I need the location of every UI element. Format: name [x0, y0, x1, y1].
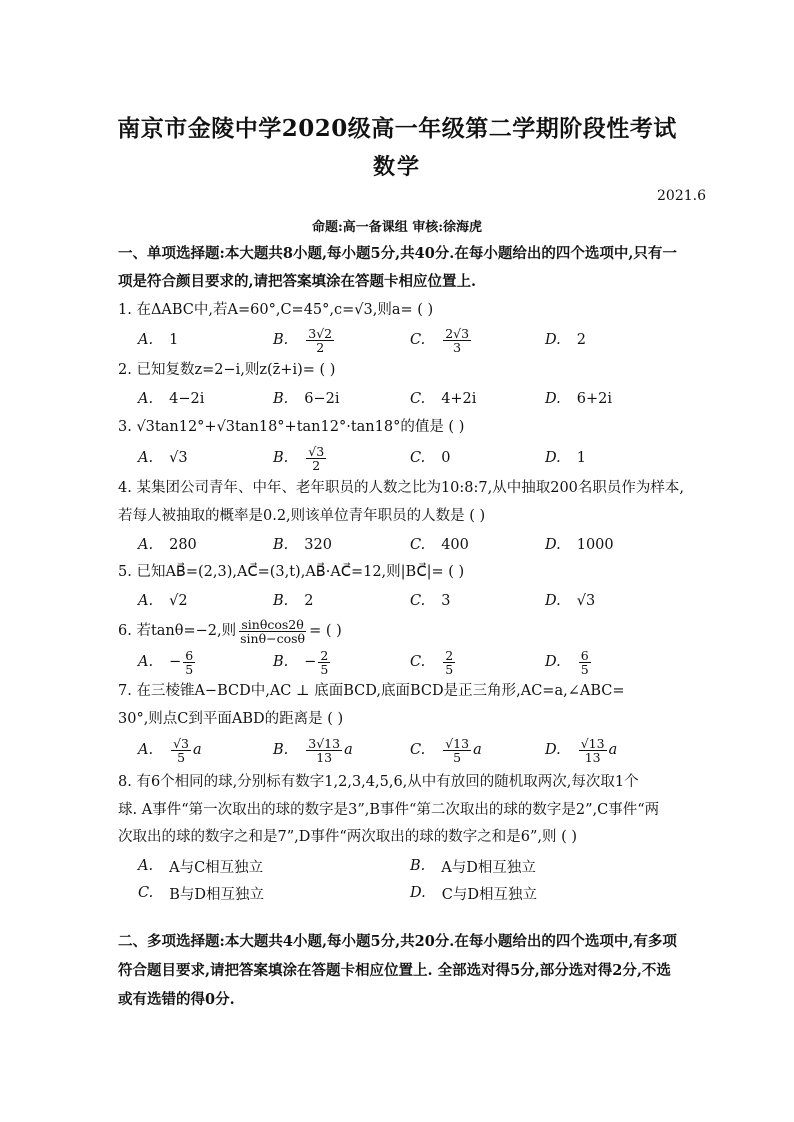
option-value: 2: [576, 332, 586, 348]
section2-heading-line1: 二、多项选择题:本大题共4小题,每小题5分,共20分.在每小题给出的四个选项中,有多项: [118, 933, 677, 950]
option-letter: D.: [410, 885, 426, 901]
q2-option-c: [410, 387, 476, 411]
fraction-numerator: √13: [580, 735, 605, 751]
variable-a: a: [344, 742, 353, 758]
q1-option-b: [273, 325, 336, 355]
q6-option-d: [545, 647, 593, 677]
q6-stem: [118, 618, 718, 644]
q3-option-d: [545, 446, 586, 470]
fraction-numerator: 2√3: [445, 325, 470, 341]
option-letter: D.: [545, 593, 561, 609]
fraction-denominator: 13: [584, 749, 601, 765]
option-value: √2: [169, 593, 188, 609]
q7-option-c: [410, 735, 482, 765]
fraction-denominator: 13: [316, 749, 333, 765]
q7-option-d: [545, 735, 618, 765]
option-letter: D.: [545, 537, 561, 553]
q8-option-b: [410, 854, 536, 878]
fraction-denominator: 5: [453, 749, 462, 765]
q8-stem-line3: 次取出的球的数字之和是7”,D事件“两次取出的球的数字之和是6”,则 ( ): [118, 829, 578, 845]
option-letter: C.: [138, 885, 154, 901]
q8-option-a: [138, 854, 263, 878]
fraction-denominator: 5: [445, 661, 454, 677]
variable-a: a: [608, 742, 618, 758]
fraction-numerator: 6: [185, 647, 194, 663]
q1-option-c: [410, 325, 473, 355]
q6-option-a: [138, 647, 197, 677]
q4-options: [138, 533, 718, 557]
fraction: [306, 327, 334, 354]
q1-options: [138, 325, 718, 355]
option-letter: C.: [410, 332, 426, 348]
fraction-denominator: 2: [316, 339, 325, 355]
fraction: [318, 649, 330, 676]
q2-options: [138, 387, 718, 411]
option-letter: B.: [273, 391, 289, 407]
q3-option-a: [138, 446, 188, 470]
q3-options: [138, 443, 718, 473]
section2-heading-line3: 或有选错的得0分.: [118, 991, 235, 1008]
option-letter: A.: [138, 858, 154, 874]
option-value: 6−2i: [304, 391, 340, 407]
option-letter: B.: [273, 654, 289, 670]
option-value: 320: [304, 537, 332, 553]
fraction-numerator: 3√13: [308, 735, 341, 751]
exam-authors: 命题:高一备课组 审核:徐海虎: [311, 220, 483, 235]
option-letter: C.: [410, 537, 426, 553]
q7-option-b: [273, 735, 353, 765]
option-letter: A.: [138, 537, 154, 553]
option-letter: A.: [138, 391, 154, 407]
q2-stem: 2. 已知复数z=2−i,则z(z̄+i)= ( ): [118, 362, 336, 378]
q8-options-row1: [138, 854, 718, 878]
option-letter: A.: [138, 593, 154, 609]
fraction-numerator: 2: [445, 647, 454, 663]
variable-a: a: [193, 742, 202, 758]
fraction: [183, 649, 195, 676]
option-value: 280: [169, 537, 197, 553]
exam-subject: 数学: [372, 154, 421, 180]
fraction-numerator: 6: [580, 647, 589, 663]
q1-stem: 1. 在ΔABC中,若A=60°,C=45°,c=√3,则a= ( ): [118, 302, 434, 318]
q4-option-d: [545, 533, 614, 557]
section1-heading-line1: 一、单项选择题:本大题共8小题,每小题5分,共40分.在每小题给出的四个选项中,只有一: [118, 245, 677, 262]
fraction-denominator: 5: [580, 661, 589, 677]
q4-option-b: [273, 533, 332, 557]
fraction-numerator: 3√2: [308, 325, 333, 341]
minus-sign: −: [304, 654, 317, 670]
option-value: C与D相互独立: [441, 886, 537, 903]
q5-option-d: [545, 589, 595, 613]
q8-option-d: [410, 881, 537, 905]
option-letter: B.: [273, 332, 289, 348]
q8-options-row2: [138, 881, 718, 905]
q2-option-a: [138, 387, 204, 411]
q7-stem-line2: 30°,则点C到平面ABD的距离是 ( ): [118, 711, 344, 727]
option-value: 3: [441, 593, 451, 609]
q6-option-c: [410, 647, 457, 677]
q6-stem-fraction: [238, 618, 307, 645]
fraction-denominator: 5: [177, 749, 186, 765]
option-letter: C.: [410, 593, 426, 609]
option-letter: A.: [138, 332, 154, 348]
fraction-denominator: 2: [312, 457, 321, 473]
option-letter: B.: [273, 593, 289, 609]
q4-option-c: [410, 533, 469, 557]
q6-stem-prefix: 6. 若tanθ=−2,则: [118, 623, 237, 639]
q1-option-a: [138, 328, 178, 352]
q4-stem-line2: 若每人被抽取的概率是0.2,则该单位青年职员的人数是 ( ): [118, 508, 486, 524]
q4-option-a: [138, 533, 197, 557]
option-letter: A.: [138, 742, 154, 758]
q7-option-a: [138, 735, 202, 765]
fraction-numerator: √3: [308, 443, 325, 459]
q1-option-d: [545, 328, 586, 352]
fraction-numerator: 2: [320, 647, 329, 663]
option-letter: B.: [273, 537, 289, 553]
option-value: A与D相互独立: [441, 859, 536, 876]
exam-date: 2021.6: [657, 188, 706, 204]
q7-stem-line1: 7. 在三棱锥A−BCD中,AC ⊥ 底面BCD,底面BCD是正三角形,AC=a,∠ABC=: [118, 683, 625, 699]
option-value: B与D相互独立: [169, 886, 264, 903]
fraction-numerator: √3: [173, 735, 190, 751]
fraction-denominator: 5: [320, 661, 329, 677]
option-value: 4+2i: [441, 391, 477, 407]
fraction: [306, 737, 342, 764]
option-letter: D.: [545, 450, 561, 466]
option-letter: C.: [410, 391, 426, 407]
option-value: 6+2i: [576, 391, 612, 407]
option-value: √3: [169, 450, 188, 466]
option-letter: D.: [545, 654, 561, 670]
q3-stem: 3. √3tan12°+√3tan18°+tan12°·tan18°的值是 ( ): [118, 419, 465, 435]
q2-option-d: [545, 387, 612, 411]
exam-title: 南京市金陵中学2020级高一年级第二学期阶段性考试: [117, 115, 677, 142]
q6-option-b: [273, 647, 332, 677]
fraction-denominator: 3: [453, 339, 462, 355]
q3-option-c: [410, 446, 450, 470]
option-letter: D.: [545, 742, 561, 758]
q4-stem-line1: 4. 某集团公司青年、中年、老年职员的人数之比为10:8:7,从中抽取200名职员作为样本,: [118, 480, 685, 496]
q6-stem-suffix: = ( ): [309, 623, 342, 639]
option-letter: C.: [410, 450, 426, 466]
fraction: [443, 737, 471, 764]
option-value: 1: [169, 332, 179, 348]
fraction: [579, 649, 591, 676]
variable-a: a: [473, 742, 482, 758]
option-letter: C.: [410, 654, 426, 670]
q2-option-b: [273, 387, 340, 411]
q8-stem-line1: 8. 有6个相同的球,分别标有数字1,2,3,4,5,6,从中有放回的随机取两次,每次取1个: [118, 774, 639, 790]
q8-stem-line2: 球. A事件“第一次取出的球的数字是3”,B事件“第二次取出的球的数字是2”,C事件“两: [118, 802, 660, 818]
fraction: [306, 445, 326, 472]
option-value: 2: [304, 593, 314, 609]
fraction: [579, 737, 607, 764]
option-value: 0: [441, 450, 451, 466]
q3-option-b: [273, 443, 328, 473]
option-value: √3: [576, 593, 596, 609]
q5-option-c: [410, 589, 450, 613]
option-value: 4−2i: [169, 391, 205, 407]
section2-heading-line2: 符合题目要求,请把答案填涂在答题卡相应位置上. 全部选对得5分,部分选对得2分,不选: [118, 962, 671, 979]
fraction: [443, 649, 455, 676]
q5-option-b: [273, 589, 314, 613]
q7-options: [138, 735, 718, 765]
option-letter: A.: [138, 450, 154, 466]
fraction-denominator: 5: [185, 661, 194, 677]
fraction-numerator: sinθcos2θ: [241, 616, 304, 632]
q5-stem: 5. 已知AB⃗=(2,3),AC⃗=(3,t),AB⃗·AC⃗=12,则|BC⃗|= ( ): [118, 564, 465, 580]
option-letter: D.: [545, 332, 561, 348]
fraction-denominator: sinθ−cosθ: [240, 630, 306, 646]
option-letter: B.: [410, 858, 426, 874]
section1-heading-line2: 项是符合颜目要求的,请把答案填涂在答题卡相应位置上.: [118, 273, 477, 290]
option-letter: B.: [273, 742, 289, 758]
option-value: 1: [576, 450, 586, 466]
option-letter: C.: [410, 742, 426, 758]
option-value: 1000: [576, 537, 614, 553]
option-letter: B.: [273, 450, 289, 466]
option-value: 400: [441, 537, 469, 553]
q8-option-c: [138, 881, 264, 905]
q5-option-a: [138, 589, 188, 613]
option-letter: A.: [138, 654, 154, 670]
q5-options: [138, 589, 718, 613]
q6-options: [138, 647, 718, 677]
option-value: A与C相互独立: [169, 859, 264, 876]
option-letter: D.: [545, 391, 561, 407]
minus-sign: −: [169, 654, 182, 670]
fraction: [443, 327, 471, 354]
fraction: [171, 737, 191, 764]
fraction-numerator: √13: [445, 735, 470, 751]
